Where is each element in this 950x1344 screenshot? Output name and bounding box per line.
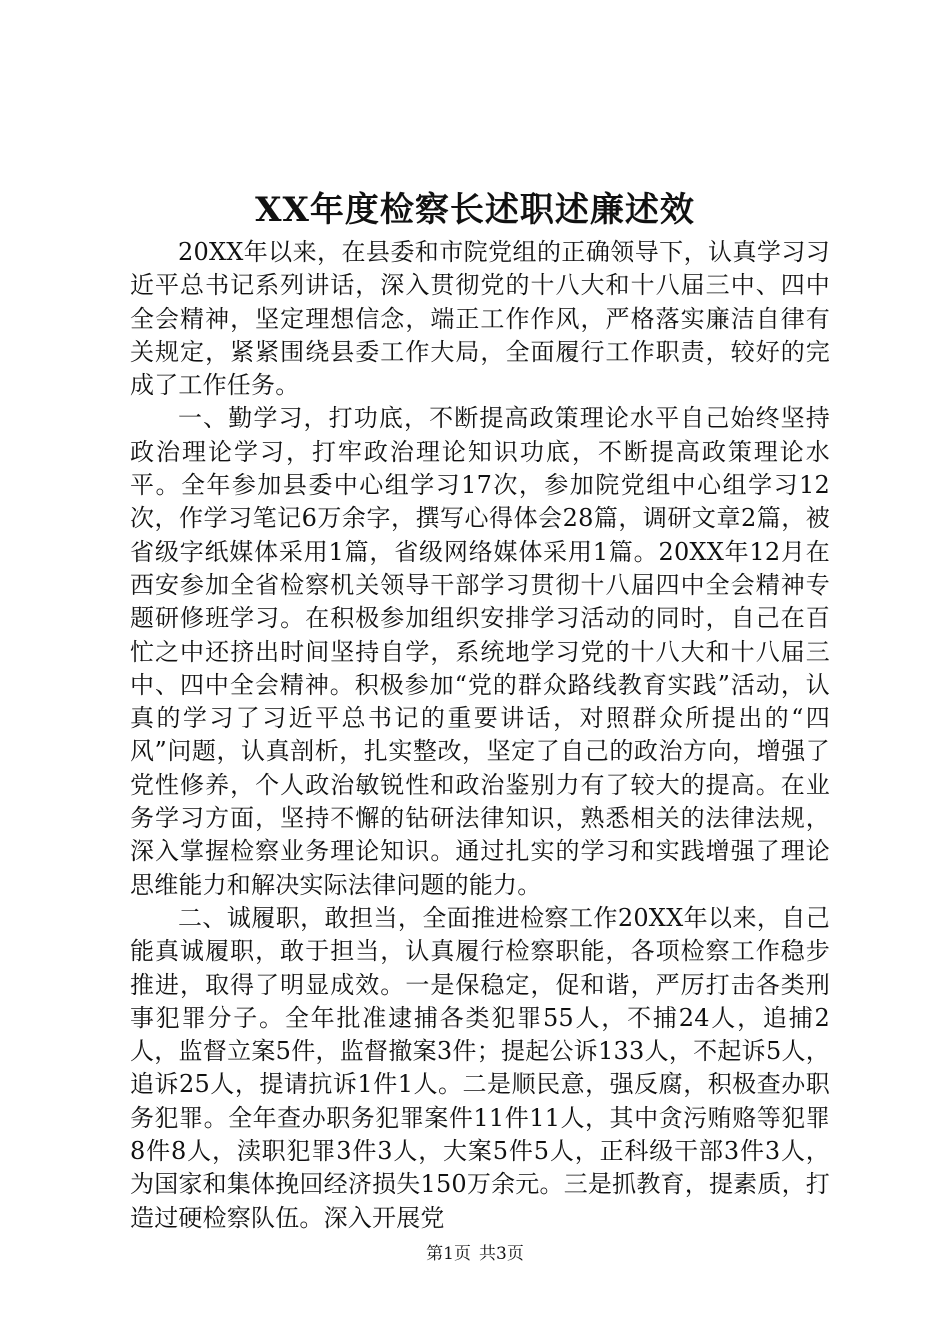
page-footer: [0, 1242, 950, 1266]
paragraph-duty: 二、诚履职，敢担当，全面推进检察工作20XX年以来，自己能真诚履职，敢于担当，认真履行检察职能，各项检察工作稳步推进，取得了明显成效。一是保稳定，促和谐，严厉打击各类刑事犯罪分子。全年批准逮捕各类犯罪55人，不捕24人，追捕2人，监督立案5件，监督撤案3件；提起公诉133人，不起诉5人，追诉25人，提请抗诉1件1人。二是顺民意，强反腐，积极查办职务犯罪。全年查办职务犯罪案件11件11人，其中贪污贿赂等犯罪8件8人，渎职犯罪3件3人，大案5件5人，正科级干部3件3人，为国家和集体挽回经济损失150万余元。三是抓教育，提素质，打造过硬检察队伍。深入开展党: [130, 903, 830, 1232]
document-title: XX年度检察长述职述廉述效: [255, 190, 695, 230]
document-body: [130, 236, 830, 1235]
page-total: 共3页: [479, 1244, 524, 1264]
paragraph-intro: 20XX年以来，在县委和市院党组的正确领导下，认真学习习近平总书记系列讲话，深入贯彻党的十八大和十八届三中、四中全会精神，坚定理想信念，端正工作作风，严格落实廉洁自律有关规定，紧紧围绕县委工作大局，全面履行工作职责，较好的完成了工作任务。: [130, 238, 830, 400]
paragraph-study: 一、勤学习，打功底，不断提高政策理论水平自己始终坚持政治理论学习，打牢政治理论知识功底，不断提高政策理论水平。全年参加县委中心组学习17次，参加院党组中心组学习12次，作学习笔记6万余字，撰写心得体会28篇，调研文章2篇，被省级字纸媒体采用1篇，省级网络媒体采用1篇。20XX年12月在西安参加全省检察机关领导干部学习贯彻十八届四中全会精神专题研修班学习。在积极参加组织安排学习活动的同时，自己在百忙之中还挤出时间坚持自学，系统地学习党的十八大和十八届三中、四中全会精神。积极参加“党的群众路线教育实践”活动，认真的学习了习近平总书记的重要讲话，对照群众所提出的“四风”问题，认真剖析，扎实整改，坚定了自己的政治方向，增强了党性修养，个人政治敏锐性和政治鉴别力有了较大的提高。在业务学习方面，坚持不懈的钻研法律知识，熟悉相关的法律法规，深入掌握检察业务理论知识。通过扎实的学习和实践增强了理论思维能力和解决实际法律问题的能力。: [130, 404, 830, 899]
page-number: 第1页: [426, 1244, 471, 1264]
